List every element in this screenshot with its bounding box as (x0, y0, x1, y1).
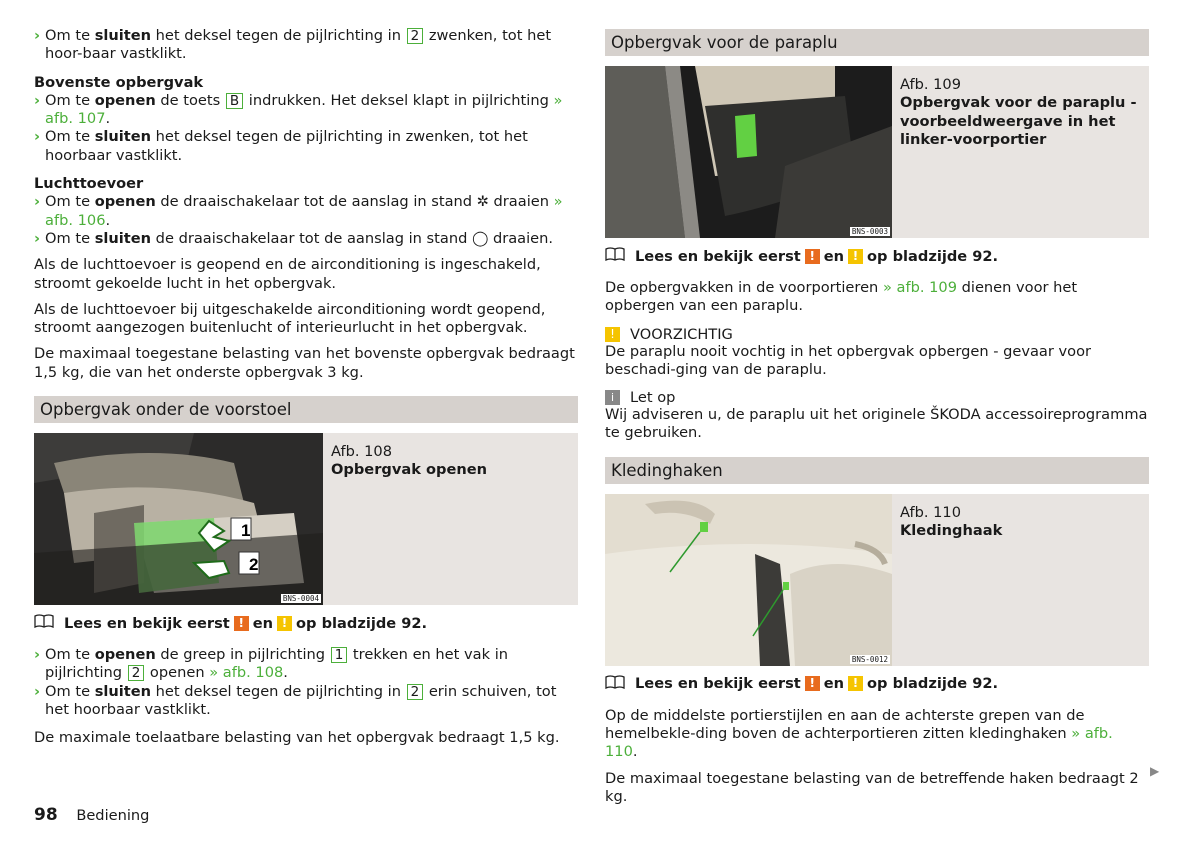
note-heading: i Let op (605, 389, 1149, 406)
next-arrow-icon[interactable]: ▶ (1150, 764, 1160, 778)
caution-icon[interactable]: ! (848, 249, 863, 264)
step-marker: 2 (407, 28, 424, 44)
button-marker: B (226, 93, 243, 109)
figure-caption (892, 494, 1010, 666)
figure-link[interactable]: » afb. 109 (882, 279, 957, 296)
figure-link[interactable]: » afb. 106 (45, 193, 563, 229)
figure-110 (605, 494, 1149, 666)
paragraph: Op de middelste portierstijlen en aan de achterste grepen van de hemelbekle-ding boven de achterportieren zitten kledinghaken » afb. 110. (605, 706, 1113, 761)
caution-icon: ! (605, 327, 620, 342)
figure-image (605, 66, 892, 238)
figure-number: Afb. 108 (331, 443, 392, 461)
figure-title: Opbergvak voor de paraplu - voorbeeldweergave in het linker-voorportier (900, 94, 1137, 148)
figure-caption (323, 433, 495, 605)
caution-text: De paraplu nooit vochtig in het opbergvak opbergen - gevaar voor beschadi-ging van de paraplu. (605, 342, 1092, 378)
figure-title: Opbergvak openen (331, 461, 488, 479)
section-heading: Kledinghaken (605, 457, 1149, 484)
figure-link[interactable]: » afb. 107 (45, 91, 563, 128)
paragraph: De maximale toelaatbare belasting van het opbergvak bedraagt 1,5 kg. (34, 729, 560, 747)
list-item: › Om te sluiten het deksel tegen de pijlrichting in zwenken, tot het hoorbaar vastklikt. (34, 128, 528, 164)
callout-1: 1 (241, 521, 251, 541)
book-icon (605, 247, 625, 265)
book-icon (34, 614, 54, 632)
figure-number: Afb. 110 (900, 503, 961, 521)
caution-heading: ! VOORZICHTIG (605, 326, 1149, 343)
page-footer (34, 805, 149, 825)
figure-109 (605, 66, 1149, 238)
reference-line: Lees en bekijk eerst ! en ! op bladzijde 92. (34, 614, 578, 632)
warning-icon[interactable]: ! (234, 616, 249, 631)
step-marker: 2 (128, 665, 145, 681)
paragraph: De maximaal toegestane belasting van de betreffende haken bedraagt 2 kg. (605, 769, 1139, 805)
right-column (605, 0, 1149, 806)
list-item: › Om te openen de draaischakelaar tot de aanslag in stand ✲ draaien » afb. 106. (34, 193, 563, 229)
list-item: › Om te openen de toets B indrukken. Het deksel klapt in pijlrichting » afb. 107. (34, 91, 563, 128)
paragraph: De opbergvakken in de voorportieren » afb. 109 dienen voor het opbergen van een paraplu. (605, 279, 1078, 315)
list-item: › Om te openen de greep in pijlrichting 1 trekken en het vak in pijlrichting 2 openen » afb. 108. (34, 646, 508, 682)
section-heading: Opbergvak onder de voorstoel (34, 396, 578, 423)
subheading: Luchttoevoer (34, 175, 144, 193)
callout-2: 2 (249, 555, 259, 575)
left-column (34, 0, 578, 748)
list-item: › Om te sluiten het deksel tegen de pijlrichting in 2 erin schuiven, tot het hoorbaar vastklikt. (34, 682, 557, 718)
list-item: › Om te sluiten het deksel tegen de pijlrichting in 2 zwenken, tot het hoor-baar vastklikt. (34, 27, 552, 63)
step-marker: 2 (407, 684, 424, 700)
figure-code: BNS-0003 (851, 227, 888, 236)
paragraph: Als de luchttoevoer is geopend en de airconditioning is ingeschakeld, stroomt gekoelde lucht in het opbergvak. (34, 256, 541, 292)
book-icon (605, 675, 625, 693)
figure-108 (34, 433, 578, 605)
figure-title: Kledinghaak (900, 522, 1003, 540)
chapter-name: Bediening (76, 807, 150, 824)
figure-image (34, 433, 323, 605)
caution-icon[interactable]: ! (848, 676, 863, 691)
figure-link[interactable]: » afb. 108 (209, 664, 284, 682)
figure-image (605, 494, 892, 666)
paragraph: De maximaal toegestane belasting van het bovenste opbergvak bedraagt 1,5 kg, die van het onderste opbergvak 3 kg. (34, 345, 575, 381)
info-icon: i (605, 390, 620, 405)
section-heading: Opbergvak voor de paraplu (605, 29, 1149, 56)
warning-icon[interactable]: ! (805, 249, 820, 264)
figure-number: Afb. 109 (900, 76, 961, 93)
list-item: › Om te sluiten de draaischakelaar tot de aanslag in stand ◯ draaien. (34, 229, 554, 247)
figure-code: BNS-0012 (851, 654, 888, 664)
figure-caption (892, 66, 1149, 238)
caution-icon[interactable]: ! (277, 616, 292, 631)
subheading: Bovenste opbergvak (34, 73, 204, 91)
paragraph: Als de luchttoevoer bij uitgeschakelde airconditioning wordt geopend, stroomt aangezogen buitenlucht of interieurlucht in het opbergvak. (34, 300, 546, 337)
figure-code: BNS-0004 (282, 594, 319, 604)
warning-icon[interactable]: ! (805, 676, 820, 691)
page-number: 98 (34, 805, 58, 825)
reference-line: Lees en bekijk eerst ! en ! op bladzijde 92. (605, 247, 1149, 265)
figure-link[interactable]: » afb. 110 (605, 725, 1113, 761)
reference-line: Lees en bekijk eerst ! en ! op bladzijde 92. (605, 675, 1149, 693)
step-marker: 1 (331, 647, 348, 663)
note-text: Wij adviseren u, de paraplu uit het originele ŠKODA accessoireprogramma te gebruiken. (605, 406, 1148, 442)
